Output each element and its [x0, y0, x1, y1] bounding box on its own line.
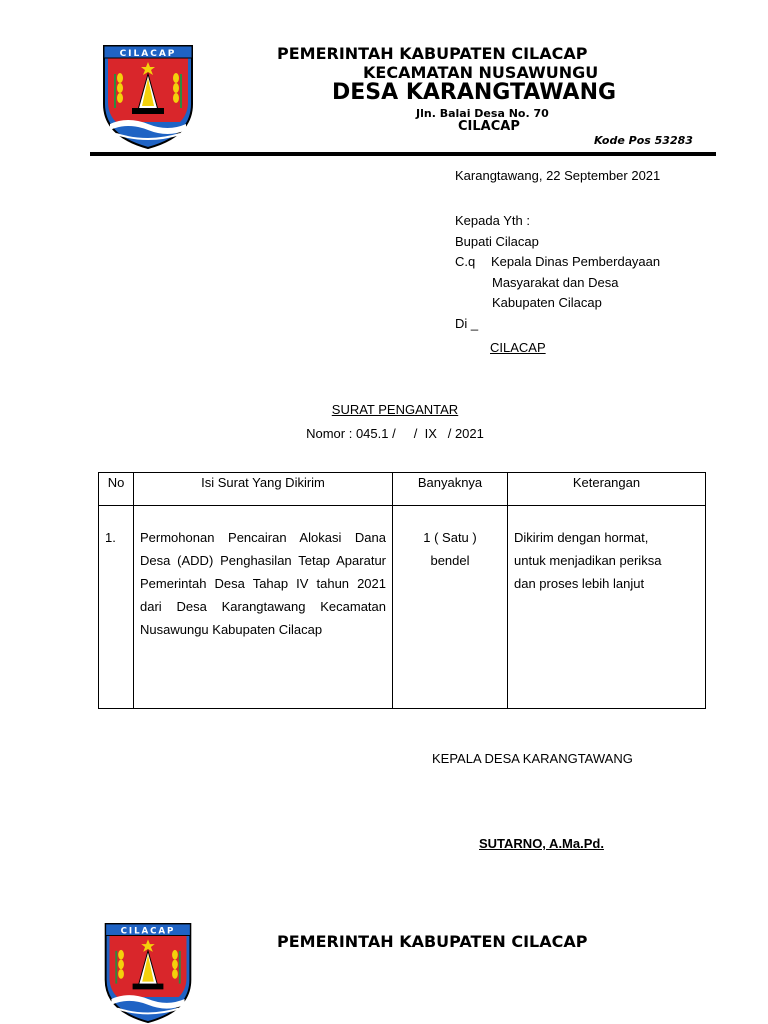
letter-number: Nomor : 045.1 / / IX / 2021	[306, 426, 484, 441]
recipient-block	[455, 211, 660, 358]
table-row	[99, 506, 706, 709]
cilacap-emblem-logo	[100, 44, 196, 150]
cell-keterangan-line3: dan proses lebih lanjut	[514, 576, 645, 591]
recipient-place: CILACAP	[490, 339, 546, 355]
logo-banner-text: CILACAP	[119, 49, 177, 59]
next-page-header-government-name: PEMERINTAH KABUPATEN CILACAP	[277, 932, 588, 951]
recipient-cq-line2: Masyarakat dan Desa	[492, 274, 619, 290]
cell-keterangan-line2: untuk menjadikan periksa	[514, 553, 662, 568]
recipient-name: Bupati Cilacap	[455, 233, 539, 249]
signature-name: SUTARNO, A.Ma.Pd.	[479, 836, 604, 851]
table-header-row	[99, 473, 706, 506]
recipient-cq	[455, 252, 660, 273]
header-village-name: DESA KARANGTAWANG	[332, 80, 617, 105]
logo-banner-text: CILACAP	[120, 926, 176, 937]
cell-no: 1.	[99, 506, 134, 709]
recipient-cq-line1: Kepala Dinas Pemberdayaan	[491, 254, 661, 270]
cell-banyaknya	[393, 506, 508, 709]
cilacap-emblem-logo-next-page	[100, 922, 196, 1024]
cell-keterangan-line1: Dikirim dengan hormat,	[514, 530, 649, 545]
cell-banyaknya-line2: bendel	[430, 553, 470, 568]
header-government-name: PEMERINTAH KABUPATEN CILACAP	[277, 44, 588, 63]
letter-title: SURAT PENGANTAR	[331, 402, 459, 417]
items-table	[98, 472, 706, 709]
signature-position: KEPALA DESA KARANGTAWANG	[432, 751, 633, 766]
recipient-cq-label: C.q	[455, 254, 476, 270]
cell-banyaknya-line1: 1 ( Satu )	[423, 530, 477, 545]
recipient-cq-line3: Kabupaten Cilacap	[492, 295, 602, 311]
recipient-di: Di _	[455, 315, 479, 331]
col-header-no: No	[99, 473, 134, 506]
letter-date: Karangtawang, 22 September 2021	[455, 168, 661, 183]
col-header-isi: Isi Surat Yang Dikirim	[134, 473, 393, 506]
col-header-keterangan: Keterangan	[508, 473, 706, 506]
header-city: CILACAP	[458, 119, 520, 134]
header-district-name: KECAMATAN NUSAWUNGU	[363, 63, 599, 82]
header-postal-code: Kode Pos 53283	[594, 134, 693, 147]
cell-keterangan	[508, 506, 706, 709]
recipient-greeting: Kepada Yth :	[455, 213, 530, 228]
col-header-banyaknya: Banyaknya	[393, 473, 508, 506]
header-divider	[90, 152, 716, 156]
header-address: Jln. Balai Desa No. 70	[416, 107, 549, 120]
cell-isi: Permohonan Pencairan Alokasi Dana Desa (ADD) Penghasilan Tetap Aparatur Pemerintah Desa Tahap IV tahun 2021 dari Desa Karangtawang Kecamatan Nusawungu Kabupaten Cilacap	[134, 506, 393, 709]
